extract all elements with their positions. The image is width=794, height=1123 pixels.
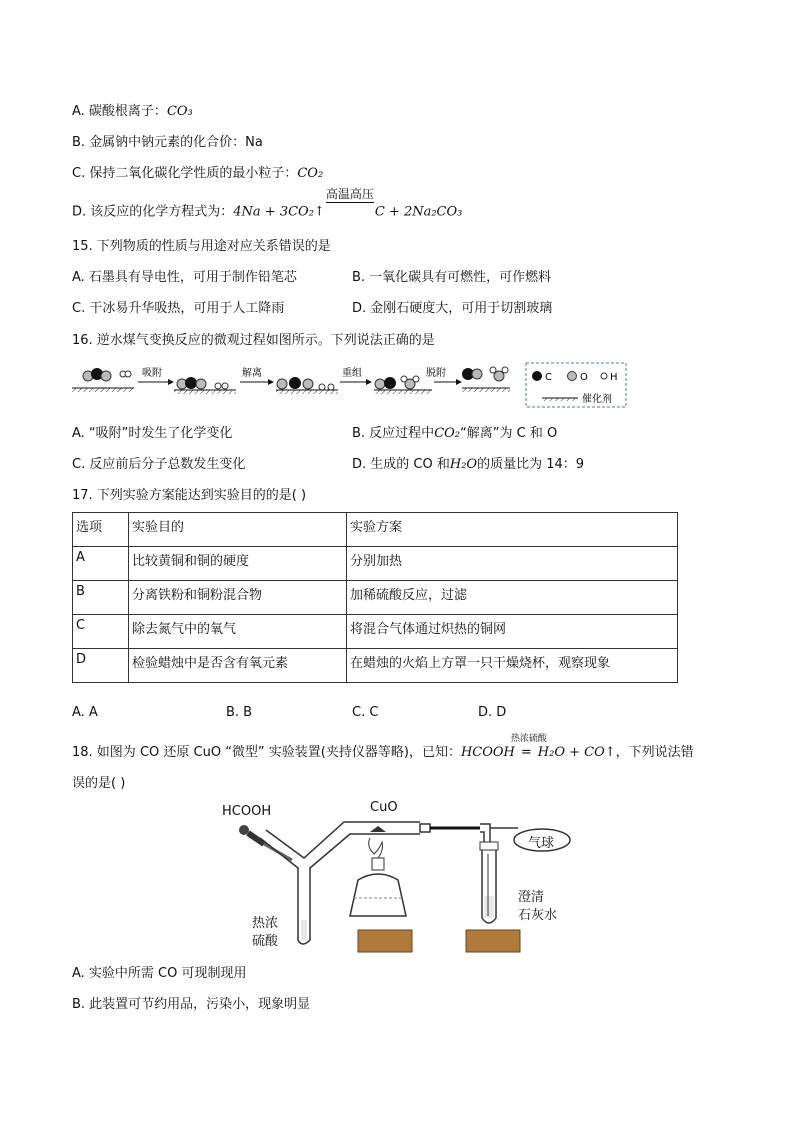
q16-option-d-pre: D. 生成的 CO 和: [352, 457, 450, 472]
q15-option-d: D. 金刚石硬度大，可用于切割玻璃: [352, 301, 553, 316]
table-row: [73, 649, 678, 683]
cell-option: A: [73, 547, 129, 581]
cell-purpose: 分离铁粉和铜粉混合物: [129, 581, 347, 615]
q18-eq-rhs: H₂O + CO↑: [537, 745, 616, 760]
y-tube: [260, 822, 430, 944]
q18-option-a: A. 实验中所需 CO 可现制现用: [72, 966, 247, 981]
q18-stem-pre: 18. 如图为 CO 还原 CuO “微型” 实验装置(夹持仪器等略)，已知：: [72, 745, 461, 760]
q14-option-d-lhs: 4Na + 3CO₂↑: [233, 204, 325, 220]
header-option: 选项: [73, 513, 129, 547]
cell-option: B: [73, 581, 129, 615]
q16-option-c-text: C. 反应前后分子总数发生变化: [72, 457, 246, 472]
q18-eq-condition: 热浓硫酸: [510, 734, 547, 744]
q14-option-c-text: C. 保持二氧化碳化学性质的最小粒子：: [72, 166, 298, 181]
cell-plan: 分别加热: [347, 547, 678, 581]
label-limewater: 石灰水: [518, 908, 558, 923]
label-clear: 澄清: [518, 890, 545, 905]
q14-option-c-formula: CO₂: [297, 166, 324, 181]
q17-option-b: B. B: [226, 705, 253, 720]
step-adsorb-label: 吸附: [142, 368, 162, 379]
cell-plan: 加稀硫酸反应，过滤: [347, 581, 678, 615]
q16-option-d-post: 的质量比为 14：9: [477, 457, 585, 472]
q18-stem-line1: [72, 734, 694, 762]
q16-option-b: [352, 425, 557, 443]
q15-stem: 15. 下列物质的性质与用途对应关系错误的是: [72, 239, 331, 254]
label-sulfuric-acid: 硫酸: [252, 934, 279, 949]
legend-oxygen: O: [580, 372, 588, 383]
alcohol-lamp-icon: [350, 838, 406, 916]
q15-option-c: C. 干冰易升华吸热，可用于人工降雨: [72, 301, 285, 316]
q14-option-d-condition: 高温高压: [325, 187, 374, 201]
q14-option-d-rhs: C + 2Na₂CO₃: [374, 204, 463, 220]
label-hcooh: HCOOH: [222, 804, 272, 819]
wood-block-right: [466, 930, 520, 952]
step-dissociate-label: 解离: [242, 368, 262, 379]
cell-purpose: 检验蜡烛中是否含有氧元素: [129, 649, 347, 683]
table-row: [73, 547, 678, 581]
cell-plan: 在蜡烛的火焰上方罩一只干燥烧杯，观察现象: [347, 649, 678, 683]
q17-table: [72, 512, 678, 683]
q18-option-b: B. 此装置可节约用品，污染小，现象明显: [72, 997, 311, 1012]
q14-option-c: [72, 165, 323, 183]
label-cuo: CuO: [370, 800, 398, 815]
q14-option-b-text: B. 金属钠中钠元素的化合价：Na: [72, 135, 263, 150]
q17-option-c: C. C: [352, 705, 379, 720]
q14-option-d: [72, 187, 463, 222]
q14-option-b: [72, 134, 263, 152]
q14-option-a-text: A. 碳酸根离子：: [72, 104, 167, 119]
q17-option-a: A. A: [72, 705, 98, 720]
cuo-powder: [370, 826, 386, 832]
q14-option-a: [72, 103, 193, 121]
table-row: [73, 581, 678, 615]
q15-option-b: B. 一氧化碳具有可燃性，可作燃料: [352, 270, 552, 285]
stage-desorbed: [462, 367, 510, 392]
q16-option-a-text: A. “吸附”时发生了化学变化: [72, 426, 233, 441]
q16-option-b-post: “解离”为 C 和 O: [460, 426, 558, 441]
q16-stem: 16. 逆水煤气变换反应的微观过程如图所示。下列说法正确的是: [72, 333, 435, 348]
table-row: [73, 615, 678, 649]
header-purpose: 实验目的: [129, 513, 347, 547]
q18-eq-sign: =: [520, 745, 532, 760]
q18-stem-post: ，下列说法错: [615, 745, 694, 760]
q16-option-c: [72, 456, 245, 474]
q16-option-b-formula: CO₂: [434, 426, 461, 441]
step-desorb-label: 脱附: [426, 368, 446, 379]
cell-plan: 将混合气体通过炽热的铜网: [347, 615, 678, 649]
q17-stem: 17. 下列实验方案能达到实验目的的是( ): [72, 488, 307, 503]
q14-option-d-text: D. 该反应的化学方程式为：: [72, 204, 234, 220]
test-tube: [480, 842, 498, 923]
legend-catalyst: 催化剂: [582, 394, 612, 405]
q15-option-a: A. 石墨具有导电性，可用于制作铅笔芯: [72, 270, 297, 285]
wood-block-left: [358, 930, 412, 952]
q16-option-d: [352, 456, 584, 474]
q18-eq-sign-wrap: [510, 734, 547, 762]
stage-initial: [72, 368, 134, 392]
label-hot-conc: 热浓: [252, 916, 279, 931]
q16-legend: [526, 363, 626, 407]
legend-hydrogen: H: [610, 372, 618, 383]
q16-option-b-pre: B. 反应过程中: [352, 426, 435, 441]
label-balloon: 气球: [528, 836, 555, 851]
stage-recombined: [374, 376, 432, 394]
table-header-row: [73, 513, 678, 547]
stage-adsorbed: [174, 377, 236, 394]
q16-option-a: [72, 425, 232, 443]
header-plan: 实验方案: [347, 513, 678, 547]
cell-purpose: 比较黄铜和铜的硬度: [129, 547, 347, 581]
q18-eq-lhs: HCOOH: [460, 745, 515, 760]
stage-dissociated: [276, 377, 338, 394]
q16-reaction-diagram: [70, 360, 630, 412]
cell-option: C: [73, 615, 129, 649]
q17-option-d: D. D: [478, 705, 507, 720]
q16-option-d-formula: H₂O: [449, 457, 478, 472]
step-recombine-label: 重组: [342, 368, 362, 379]
cell-option: D: [73, 649, 129, 683]
q14-option-a-formula: CO₃: [166, 104, 193, 119]
q14-option-d-condition-arrow: [325, 187, 374, 222]
cell-purpose: 除去氮气中的氧气: [129, 615, 347, 649]
legend-carbon: C: [545, 372, 552, 383]
q18-stem-line2: 误的是( ): [72, 776, 126, 791]
